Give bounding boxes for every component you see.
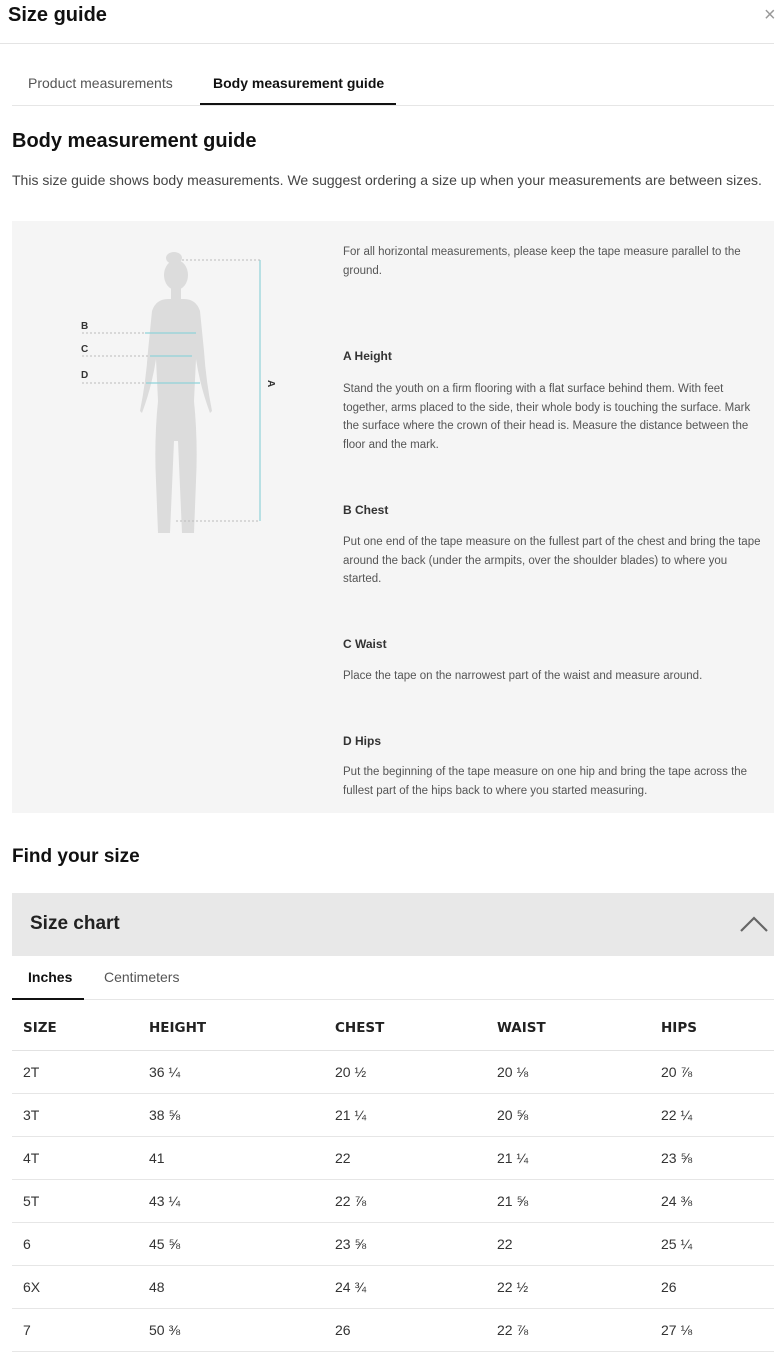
desc-hips: Put the beginning of the tape measure on one hip and bring the tape across the fullest part of the hips back to where you started measuring. <box>343 766 748 797</box>
active-tab-indicator <box>200 103 396 105</box>
column-header-hips: HIPS <box>650 1007 774 1050</box>
cell-waist: 22 ½ <box>486 1265 650 1308</box>
cell-height: 43 ¼ <box>138 1179 324 1222</box>
table-header-row <box>12 1007 774 1050</box>
cell-size: 4T <box>12 1136 138 1179</box>
body-silhouette <box>140 252 212 533</box>
cell-size: 5T <box>12 1179 138 1222</box>
guide-tabs <box>12 66 774 106</box>
cell-size: 2T <box>12 1050 138 1093</box>
table-row <box>12 1136 774 1179</box>
column-header-height: HEIGHT <box>138 1007 324 1050</box>
heading-hips: D Hips <box>343 734 382 748</box>
close-icon[interactable]: × <box>764 4 776 26</box>
cell-height: 38 ⅝ <box>138 1093 324 1136</box>
modal-title: Size guide <box>8 4 107 26</box>
desc-chest: Put one end of the tape measure on the fullest part of the chest and bring the tape around the back (under the armpits, over the shoulder blades) to where you started. <box>343 536 761 585</box>
cell-chest: 20 ½ <box>324 1050 486 1093</box>
cell-height: 50 ⅜ <box>138 1308 324 1351</box>
cell-waist: 21 ¼ <box>486 1136 650 1179</box>
column-header-size: SIZE <box>12 1007 138 1050</box>
label-c: C <box>81 344 89 355</box>
cell-waist: 22 ⅞ <box>486 1308 650 1351</box>
cell-chest: 26 <box>324 1308 486 1351</box>
cell-height: 41 <box>138 1136 324 1179</box>
guide-intro: This size guide shows body measurements. We suggest ordering a size up when your measurements are between sizes. <box>12 172 762 188</box>
tab-product-measurements[interactable]: Product measurements <box>28 75 173 91</box>
table-row <box>12 1050 774 1093</box>
cell-hips: 25 ¼ <box>650 1222 774 1265</box>
cell-hips: 27 ⅛ <box>650 1308 774 1351</box>
cell-size: 7 <box>12 1308 138 1351</box>
cell-height: 45 ⅝ <box>138 1222 324 1265</box>
cell-hips: 20 ⅞ <box>650 1050 774 1093</box>
table-row <box>12 1222 774 1265</box>
cell-chest: 23 ⅝ <box>324 1222 486 1265</box>
measurement-guide-panel <box>12 221 774 813</box>
tab-centimeters[interactable]: Centimeters <box>104 969 180 985</box>
active-unit-indicator <box>12 998 84 1000</box>
desc-height: Stand the youth on a firm flooring with a flat surface behind them. With feet together, arms placed to the side, their whole body is touching the surface. Mark the surface where the crown of their head is. Measure the distance between the floor and the mark. <box>343 383 751 451</box>
chevron-up-icon[interactable] <box>739 913 769 933</box>
table-row <box>12 1093 774 1136</box>
modal-header <box>0 0 774 44</box>
tab-inches[interactable]: Inches <box>28 969 73 985</box>
body-figure-illustration <box>72 241 292 531</box>
size-chart-accordion[interactable] <box>12 893 774 956</box>
cell-chest: 22 <box>324 1136 486 1179</box>
label-b: B <box>81 321 89 332</box>
size-chart-title: Size chart <box>30 913 120 934</box>
cell-chest: 22 ⅞ <box>324 1179 486 1222</box>
cell-waist: 22 <box>486 1222 650 1265</box>
general-note: For all horizontal measurements, please keep the tape measure parallel to the ground. <box>343 246 741 277</box>
cell-chest: 24 ¾ <box>324 1265 486 1308</box>
heading-chest: B Chest <box>343 503 389 517</box>
cell-waist: 20 ⅛ <box>486 1050 650 1093</box>
label-a: A <box>265 380 276 388</box>
find-size-title: Find your size <box>12 846 140 867</box>
label-d: D <box>81 370 89 381</box>
heading-height: A Height <box>343 349 392 363</box>
table-row <box>12 1265 774 1308</box>
size-chart-table <box>12 1007 774 1352</box>
cell-waist: 20 ⅝ <box>486 1093 650 1136</box>
cell-waist: 21 ⅝ <box>486 1179 650 1222</box>
section-title: Body measurement guide <box>12 130 257 152</box>
cell-hips: 26 <box>650 1265 774 1308</box>
table-row <box>12 1179 774 1222</box>
cell-size: 6X <box>12 1265 138 1308</box>
cell-hips: 23 ⅝ <box>650 1136 774 1179</box>
cell-size: 6 <box>12 1222 138 1265</box>
unit-tabs <box>12 956 774 1000</box>
table-row <box>12 1308 774 1351</box>
tab-body-measurement-guide[interactable]: Body measurement guide <box>213 75 385 91</box>
cell-height: 36 ¼ <box>138 1050 324 1093</box>
cell-size: 3T <box>12 1093 138 1136</box>
cell-hips: 24 ⅜ <box>650 1179 774 1222</box>
cell-chest: 21 ¼ <box>324 1093 486 1136</box>
heading-waist: C Waist <box>343 637 387 651</box>
cell-hips: 22 ¼ <box>650 1093 774 1136</box>
column-header-chest: CHEST <box>324 1007 486 1050</box>
column-header-waist: WAIST <box>486 1007 650 1050</box>
cell-height: 48 <box>138 1265 324 1308</box>
desc-waist: Place the tape on the narrowest part of the waist and measure around. <box>343 670 703 682</box>
